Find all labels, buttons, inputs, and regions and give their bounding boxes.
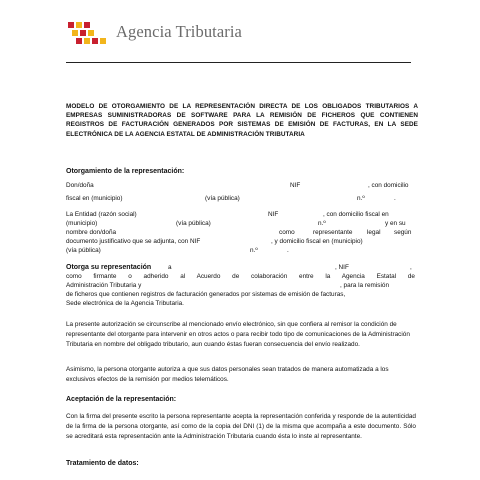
grant-heading: Otorgamiento de la representación: bbox=[66, 168, 185, 175]
entity-num2-label: n.º bbox=[250, 247, 258, 254]
agency-logo bbox=[66, 14, 246, 52]
entity-via2-label: (vía pública) bbox=[66, 247, 101, 254]
entity-num-label: n.º bbox=[318, 220, 326, 227]
person-label: Don/doña bbox=[66, 182, 94, 189]
entity-nif-label: NIF bbox=[268, 211, 279, 218]
entity-dot: . bbox=[287, 247, 289, 254]
entity-como: como bbox=[279, 229, 295, 236]
otorga-line-3b: , para la remisión bbox=[340, 282, 390, 289]
acceptance-paragraph: Con la firma del presente escrito la persona representante acepta la representación conferida y responde de la autenticidad de la firma de la persona otorgante, así como de la copia del DNI (1) de la misma que acompaña a este documento. Sólo se acreditará esta representación ante la Administración Tributaria cuando ésta lo inste al representante. bbox=[66, 413, 416, 440]
acceptance-heading: Aceptación de la representación: bbox=[66, 396, 177, 403]
entity-segun: según bbox=[394, 229, 412, 236]
person-fiscal-label: fiscal en (municipio) bbox=[66, 195, 123, 202]
otorga-label: Otorga su representación bbox=[66, 264, 152, 271]
person-domicilio-label: , con domicilio bbox=[368, 182, 409, 189]
agency-name: Agencia Tributaria bbox=[116, 22, 242, 41]
otorga-a: a bbox=[168, 264, 172, 271]
entity-y-en-su: y en su bbox=[385, 220, 406, 227]
entity-domicilio2-label: , y domicilio fiscal en (municipio) bbox=[271, 238, 363, 245]
person-dot: . bbox=[394, 195, 396, 202]
person-nif-label: NIF bbox=[290, 182, 301, 189]
entity-via-label: (vía pública) bbox=[176, 220, 211, 227]
document-title: MODELO DE OTORGAMIENTO DE LA REPRESENTACIÓN DIRECTA DE LOS OBLIGADOS TRIBUTARIOS A EMPRESAS SUMINISTRADORAS DE SOFTWARE PARA LA REMISIÓN DE FICHEROS QUE CONTIENEN REGISTROS DE FACTURACIÓN GENERADOS POR SISTEMAS DE EMISIÓN DE FACTURAS, EN LA SEDE ELECTRÓNICA DE LA AGENCIA ESTATAL DE ADMINISTRACIÓN TRIBUTARIA bbox=[66, 103, 418, 138]
otorga-line-2: como firmante o adherido al Acuerdo de colaboración entre la Agencia Estatal de bbox=[66, 273, 415, 280]
entity-documento-label: documento justificativo que se adjunta, con NIF bbox=[66, 238, 201, 245]
entity-representante: representante bbox=[313, 229, 353, 236]
person-num-label: n.º bbox=[357, 195, 365, 202]
otorga-line-5: Sede electrónica de la Agencia Tributaria. bbox=[66, 300, 184, 307]
agency-emblem-icon bbox=[66, 18, 110, 48]
data-consent-paragraph: Asimismo, la persona otorgante autoriza a que sus datos personales sean tratados de manera automatizada a los exclusivos efectos de la remisión por medios telemáticos. bbox=[66, 366, 389, 383]
entity-legal: legal bbox=[367, 229, 381, 236]
otorga-comma: , bbox=[410, 264, 412, 271]
otorga-line-4: de ficheros que contienen registros de facturación generados por sistemas de emisión de facturas, bbox=[66, 291, 346, 298]
entity-domicilio-label: , con domicilio fiscal en bbox=[323, 211, 389, 218]
data-treatment-heading: Tratamiento de datos: bbox=[66, 460, 139, 467]
otorga-line-3a: Administración Tributaria y bbox=[66, 282, 142, 289]
entity-nombre-label: nombre don/doña bbox=[66, 229, 117, 236]
scope-paragraph: La presente autorización se circunscribe al mencionado envío electrónico, sin que confiera al remisor la condición de representante del otorgante para intervenir en otros actos o para recibir todo tipo de comunicaciones de la Administración Tributaria en nombre del obligado tributario, aun cuando éstas fueran consecuencia del envío realizado. bbox=[66, 321, 410, 348]
person-via-label: (vía pública) bbox=[205, 195, 240, 202]
otorga-nif: , NIF bbox=[335, 264, 349, 271]
entity-municipio-label: (municipio) bbox=[66, 220, 98, 227]
entity-label: La Entidad (razón social) bbox=[66, 211, 137, 218]
header-rule bbox=[66, 62, 411, 63]
